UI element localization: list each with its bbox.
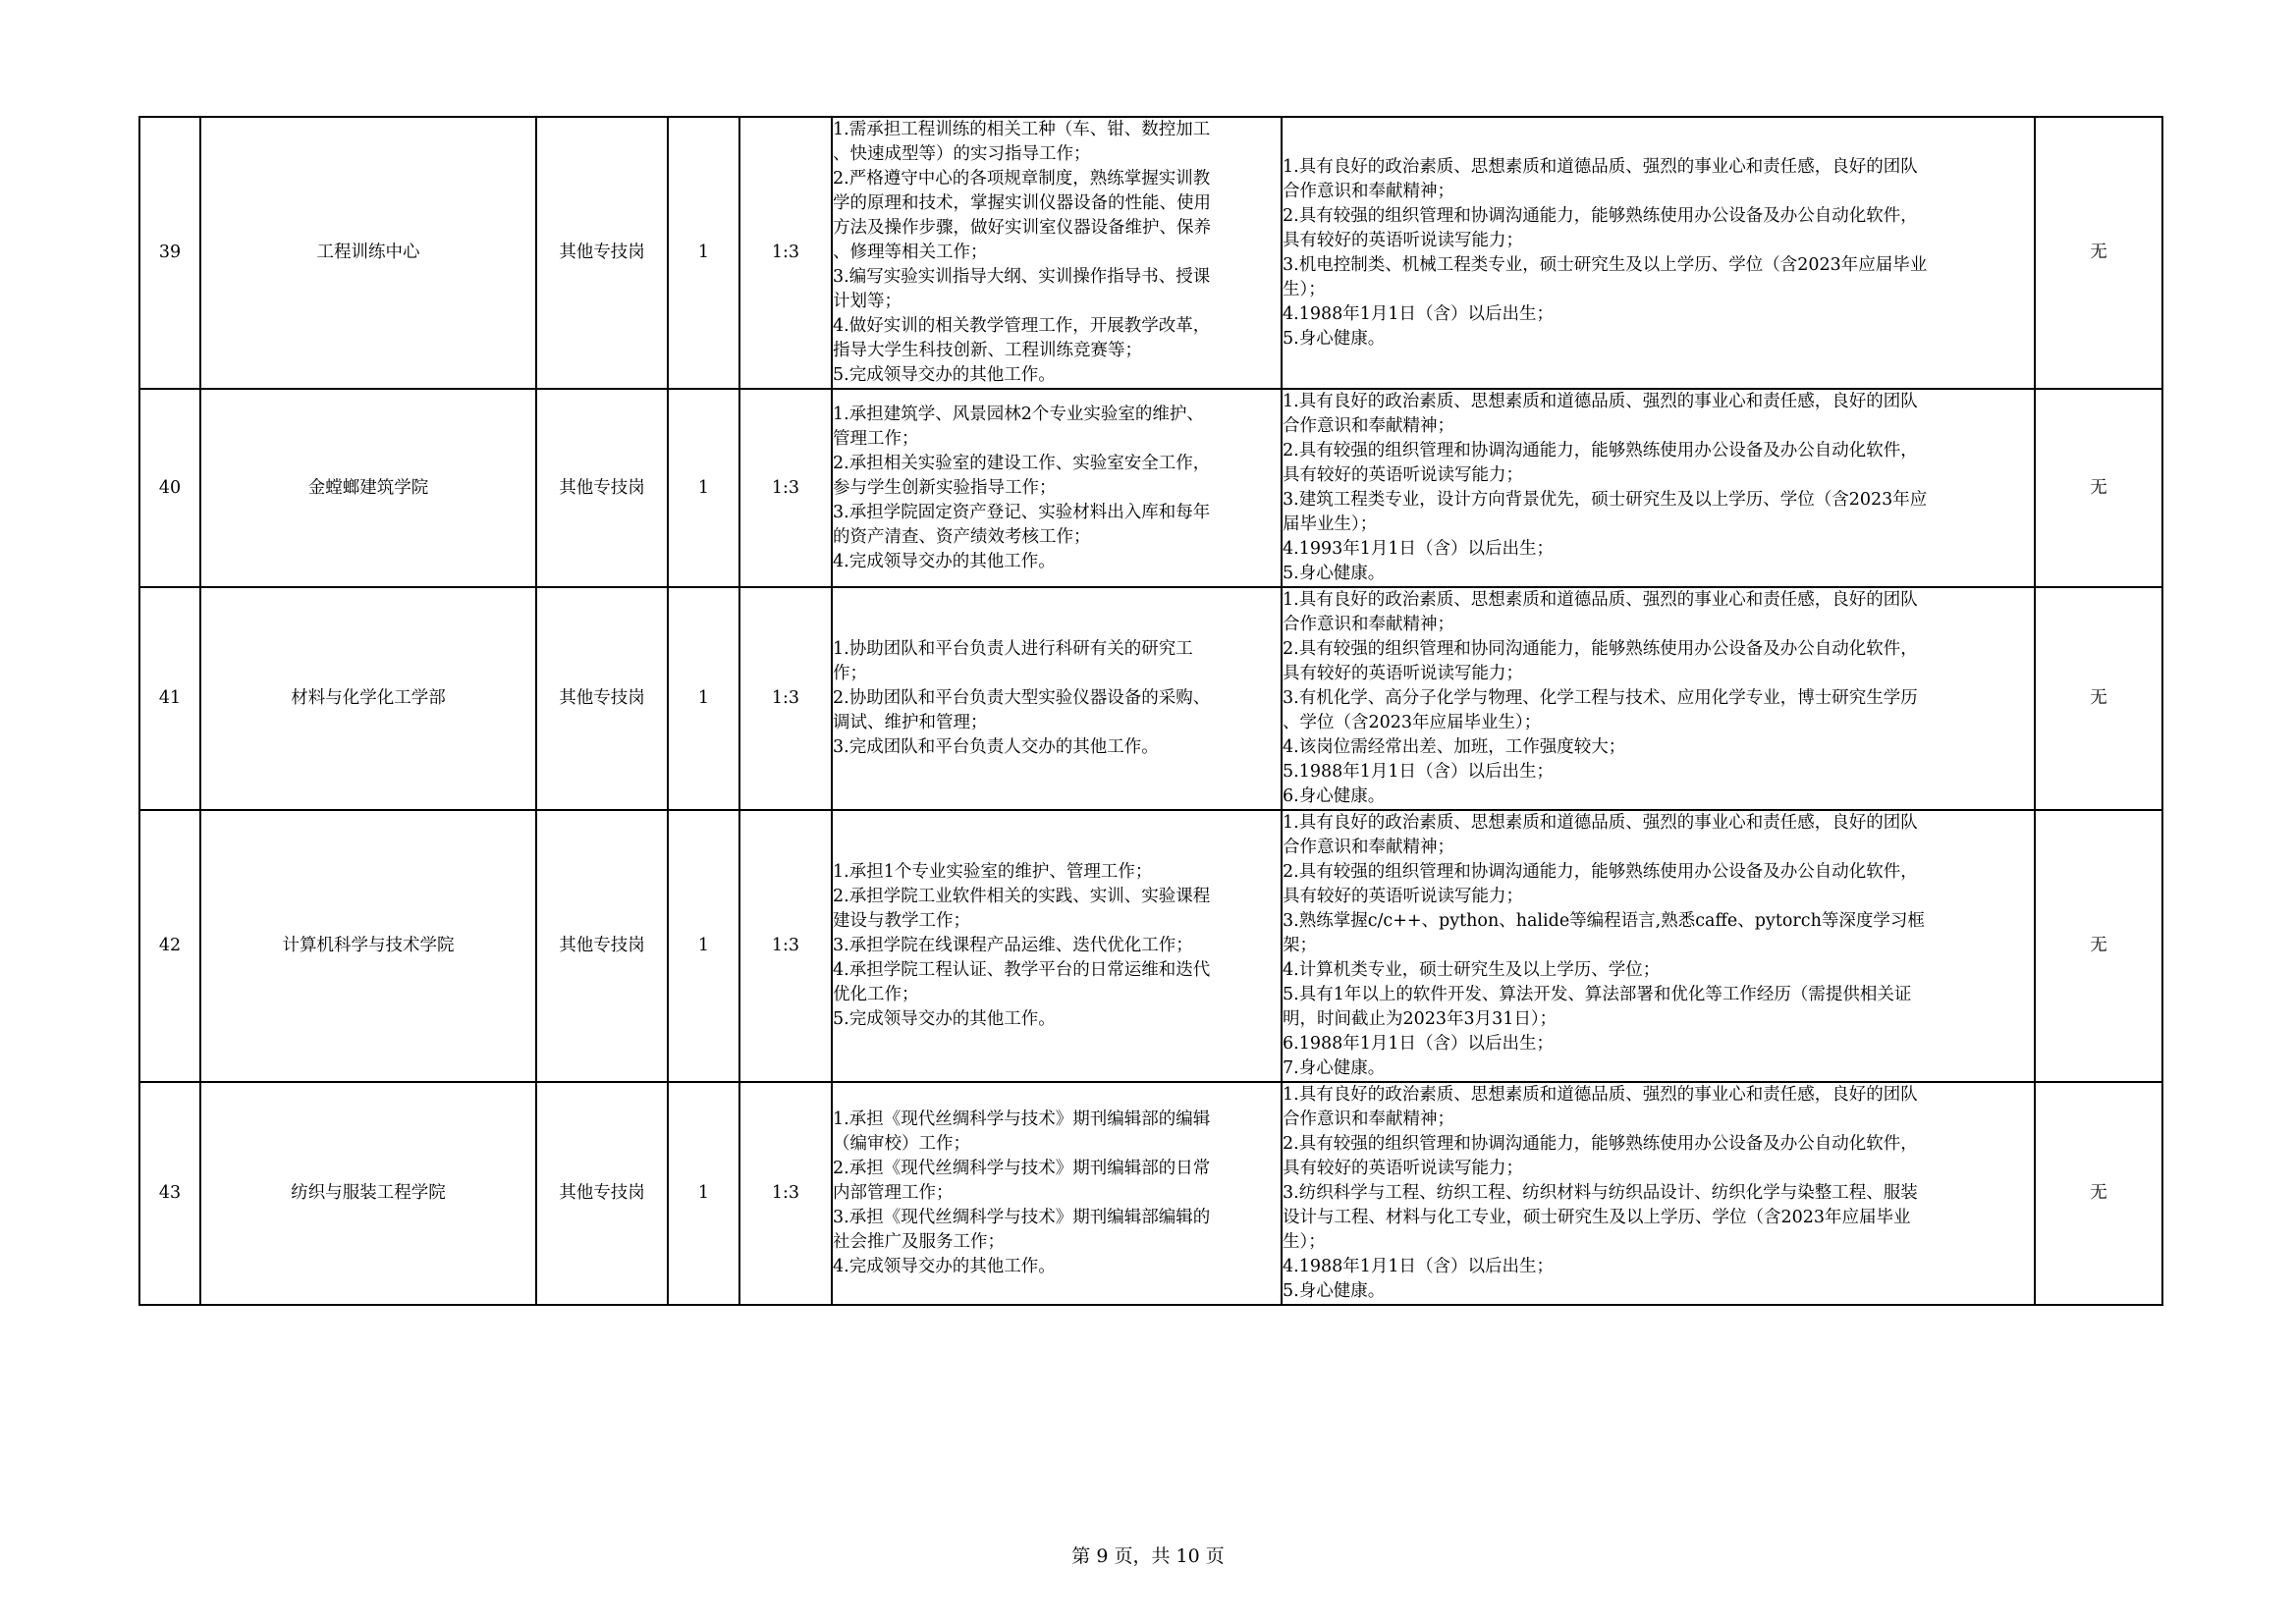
requirement-line: 1.具有良好的政治素质、思想素质和道德品质、强烈的事业心和责任感，良好的团队 — [1283, 392, 1918, 411]
duty-line: 参与学生创新实验指导工作； — [833, 477, 1057, 498]
post-type-cell: 其他专技岗 — [536, 117, 668, 389]
job-positions-table — [138, 116, 2163, 1306]
requirement-line: 4.1993年1月1日（含）以后出生； — [1283, 539, 1555, 559]
duties-cell — [832, 389, 1282, 587]
requirement-line: 6.1988年1月1日（含）以后出生； — [1283, 1034, 1555, 1054]
other-cell: 无 — [2035, 1082, 2162, 1305]
unit-cell: 金螳螂建筑学院 — [200, 389, 536, 587]
table-row — [139, 117, 2162, 389]
requirement-line: 合作意识和奉献精神； — [1283, 615, 1454, 634]
other-cell: 无 — [2035, 389, 2162, 587]
duty-line: 5.完成领导交办的其他工作。 — [833, 1009, 1056, 1029]
duty-line: 4.做好实训的相关教学管理工作，开展教学改革， — [833, 316, 1211, 336]
duty-line: 3.承担学院在线课程产品运维、迭代优化工作； — [833, 936, 1193, 955]
duties-cell — [832, 810, 1282, 1082]
duty-line: 、修理等相关工作； — [833, 243, 988, 262]
table-row — [139, 1082, 2162, 1305]
page-footer: 第 9 页，共 10 页 — [1071, 1545, 1225, 1567]
requirement-line: 4.该岗位需经常出差、加班，工作强度较大； — [1283, 737, 1626, 757]
position-number-cell: 40 — [139, 389, 200, 587]
post-type-cell: 其他专技岗 — [536, 810, 668, 1082]
duty-line: 指导大学生科技创新、工程训练竞赛等； — [833, 341, 1142, 360]
duty-line: 2.承担《现代丝绸科学与技术》期刊编辑部的日常 — [833, 1159, 1211, 1178]
hiring-count-cell: 1 — [668, 117, 739, 389]
requirement-line: 5.1988年1月1日（含）以后出生； — [1283, 762, 1555, 782]
ratio-cell: 1:3 — [739, 389, 832, 587]
requirement-line: 1.具有良好的政治素质、思想素质和道德品质、强烈的事业心和责任感，良好的团队 — [1283, 1085, 1918, 1105]
requirement-line: 1.具有良好的政治素质、思想素质和道德品质、强烈的事业心和责任感，良好的团队 — [1283, 156, 1918, 177]
requirement-line: 5.身心健康。 — [1283, 564, 1386, 583]
requirement-line: 2.具有较强的组织管理和协调沟通能力，能够熟练使用办公设备及办公自动化软件， — [1283, 862, 1918, 882]
ratio-cell: 1:3 — [739, 810, 832, 1082]
requirement-line: 生）； — [1283, 279, 1326, 299]
post-type-cell: 其他专技岗 — [536, 1082, 668, 1305]
requirement-line: 具有较好的英语听说读写能力； — [1283, 664, 1523, 683]
requirement-line: 3.纺织科学与工程、纺织工程、纺织材料与纺织品设计、纺织化学与染整工程、服装 — [1283, 1183, 1918, 1203]
position-number-cell: 42 — [139, 810, 200, 1082]
other-cell: 无 — [2035, 117, 2162, 389]
requirement-line: 合作意识和奉献精神； — [1283, 838, 1454, 857]
requirement-line: 生）； — [1283, 1232, 1326, 1252]
requirement-line: 2.具有较强的组织管理和协调沟通能力，能够熟练使用办公设备及办公自动化软件， — [1283, 1134, 1918, 1154]
duty-line: 4.完成领导交办的其他工作。 — [833, 551, 1056, 571]
ratio-cell: 1:3 — [739, 1082, 832, 1305]
requirement-line: 具有较好的英语听说读写能力； — [1283, 1159, 1523, 1178]
duty-line: 3.编写实验实训指导大纲、实训操作指导书、授课 — [833, 267, 1211, 287]
hiring-count-cell: 1 — [668, 810, 739, 1082]
unit-cell: 纺织与服装工程学院 — [200, 1082, 536, 1305]
duty-line: 优化工作； — [833, 985, 919, 1004]
requirement-line: 、学位（含2023年应届毕业生）； — [1283, 713, 1542, 732]
requirement-line: 3.有机化学、高分子化学与物理、化学工程与技术、应用化学专业，博士研究生学历 — [1283, 688, 1918, 708]
requirement-line: 明，时间截止为2023年3月31日）； — [1283, 1009, 1558, 1029]
requirement-line: 届毕业生）； — [1283, 514, 1378, 534]
requirement-line: 设计与工程、材料与化工专业，硕士研究生及以上学历、学位（含2023年应届毕业 — [1283, 1208, 1911, 1227]
duty-line: 管理工作； — [833, 428, 919, 449]
requirement-line: 1.具有良好的政治素质、思想素质和道德品质、强烈的事业心和责任感，良好的团队 — [1283, 813, 1918, 833]
requirement-line: 1.具有良好的政治素质、思想素质和道德品质、强烈的事业心和责任感，良好的团队 — [1283, 590, 1918, 610]
requirement-line: 5.身心健康。 — [1283, 1281, 1386, 1301]
requirement-line: 7.身心健康。 — [1283, 1058, 1386, 1078]
duty-line: 计划等； — [833, 292, 902, 311]
requirement-line: 3.建筑工程类专业，设计方向背景优先，硕士研究生及以上学历、学位（含2023年应 — [1283, 490, 1928, 510]
table-row — [139, 810, 2162, 1082]
requirement-line: 合作意识和奉献精神； — [1283, 181, 1454, 201]
duty-line: 社会推广及服务工作； — [833, 1232, 1005, 1252]
duty-line: 1.承担1个专业实验室的维护、管理工作； — [833, 862, 1153, 882]
duty-line: 的资产清查、资产绩效考核工作； — [833, 526, 1091, 547]
table-row — [139, 389, 2162, 587]
duties-cell — [832, 117, 1282, 389]
ratio-cell: 1:3 — [739, 587, 832, 810]
duty-line: 5.完成领导交办的其他工作。 — [833, 365, 1056, 385]
unit-cell: 计算机科学与技术学院 — [200, 810, 536, 1082]
requirement-line: 具有较好的英语听说读写能力； — [1283, 230, 1523, 250]
unit-cell: 材料与化学化工学部 — [200, 587, 536, 810]
table-row — [139, 587, 2162, 810]
post-type-cell: 其他专技岗 — [536, 587, 668, 810]
duty-line: 2.承担学院工业软件相关的实践、实训、实验课程 — [833, 887, 1211, 906]
duty-line: 、快速成型等）的实习指导工作； — [833, 144, 1091, 164]
requirement-line: 3.熟练掌握c/c++、python、halide等编程语言,熟悉caffe、pytorch等深度学习框 — [1283, 911, 1925, 931]
duty-line: 2.协助团队和平台负责大型实验仪器设备的采购、 — [833, 688, 1211, 708]
position-number-cell: 43 — [139, 1082, 200, 1305]
requirement-line: 5.身心健康。 — [1283, 328, 1386, 349]
other-cell: 无 — [2035, 587, 2162, 810]
post-type-cell: 其他专技岗 — [536, 389, 668, 587]
duty-line: 建设与教学工作； — [833, 911, 970, 931]
ratio-cell: 1:3 — [739, 117, 832, 389]
duty-line: 4.完成领导交办的其他工作。 — [833, 1257, 1056, 1276]
duty-line: 方法及操作步骤，做好实训室仪器设备维护、保养 — [833, 218, 1211, 238]
requirements-cell — [1282, 810, 2035, 1082]
requirement-line: 4.1988年1月1日（含）以后出生； — [1283, 1257, 1555, 1276]
requirements-cell — [1282, 117, 2035, 389]
position-number-cell: 41 — [139, 587, 200, 810]
requirement-line: 2.具有较强的组织管理和协调沟通能力，能够熟练使用办公设备及办公自动化软件， — [1283, 205, 1918, 226]
requirement-line: 架； — [1283, 936, 1317, 955]
requirement-line: 合作意识和奉献精神； — [1283, 1109, 1454, 1129]
requirement-line: 2.具有较强的组织管理和协同沟通能力，能够熟练使用办公设备及办公自动化软件， — [1283, 639, 1918, 659]
hiring-count-cell: 1 — [668, 389, 739, 587]
duty-line: 4.承担学院工程认证、教学平台的日常运维和迭代 — [833, 960, 1211, 980]
requirement-line: 具有较好的英语听说读写能力； — [1283, 465, 1523, 485]
requirement-line: 4.计算机类专业，硕士研究生及以上学历、学位； — [1283, 960, 1661, 980]
duty-line: 1.需承担工程训练的相关工种（车、钳、数控加工 — [833, 120, 1211, 139]
requirements-cell — [1282, 587, 2035, 810]
duty-line: 3.承担《现代丝绸科学与技术》期刊编辑部编辑的 — [833, 1208, 1211, 1227]
requirements-cell — [1282, 389, 2035, 587]
hiring-count-cell: 1 — [668, 587, 739, 810]
duty-line: 2.承担相关实验室的建设工作、实验室安全工作， — [833, 453, 1211, 473]
requirement-line: 4.1988年1月1日（含）以后出生； — [1283, 303, 1555, 324]
duty-line: 1.承担建筑学、风景园林2个专业实验室的维护、 — [833, 404, 1204, 424]
duty-line: 1.协助团队和平台负责人进行科研有关的研究工 — [833, 639, 1193, 659]
duty-line: 调试、维护和管理； — [833, 713, 988, 732]
duty-line: 2.严格遵守中心的各项规章制度，熟练掌握实训教 — [833, 169, 1211, 189]
requirement-line: 5.具有1年以上的软件开发、算法开发、算法部署和优化等工作经历（需提供相关证 — [1283, 985, 1912, 1004]
requirement-line: 3.机电控制类、机械工程类专业，硕士研究生及以上学历、学位（含2023年应届毕业 — [1283, 254, 1928, 275]
unit-cell: 工程训练中心 — [200, 117, 536, 389]
requirement-line: 2.具有较强的组织管理和协调沟通能力，能够熟练使用办公设备及办公自动化软件， — [1283, 441, 1918, 460]
requirement-line: 合作意识和奉献精神； — [1283, 416, 1454, 436]
duty-line: 作； — [833, 664, 867, 683]
requirement-line: 具有较好的英语听说读写能力； — [1283, 887, 1523, 906]
duties-cell — [832, 587, 1282, 810]
duty-line: 3.承担学院固定资产登记、实验材料出入库和每年 — [833, 502, 1211, 522]
position-number-cell: 39 — [139, 117, 200, 389]
requirement-line: 6.身心健康。 — [1283, 786, 1386, 806]
hiring-count-cell: 1 — [668, 1082, 739, 1305]
duty-line: 内部管理工作； — [833, 1183, 954, 1203]
duty-line: 1.承担《现代丝绸科学与技术》期刊编辑部的编辑 — [833, 1109, 1211, 1129]
duty-line: 3.完成团队和平台负责人交办的其他工作。 — [833, 737, 1159, 757]
other-cell: 无 — [2035, 810, 2162, 1082]
duty-line: （编审校）工作； — [833, 1134, 970, 1154]
duties-cell — [832, 1082, 1282, 1305]
duty-line: 学的原理和技术，掌握实训仪器设备的性能、使用 — [833, 193, 1211, 213]
requirements-cell — [1282, 1082, 2035, 1305]
